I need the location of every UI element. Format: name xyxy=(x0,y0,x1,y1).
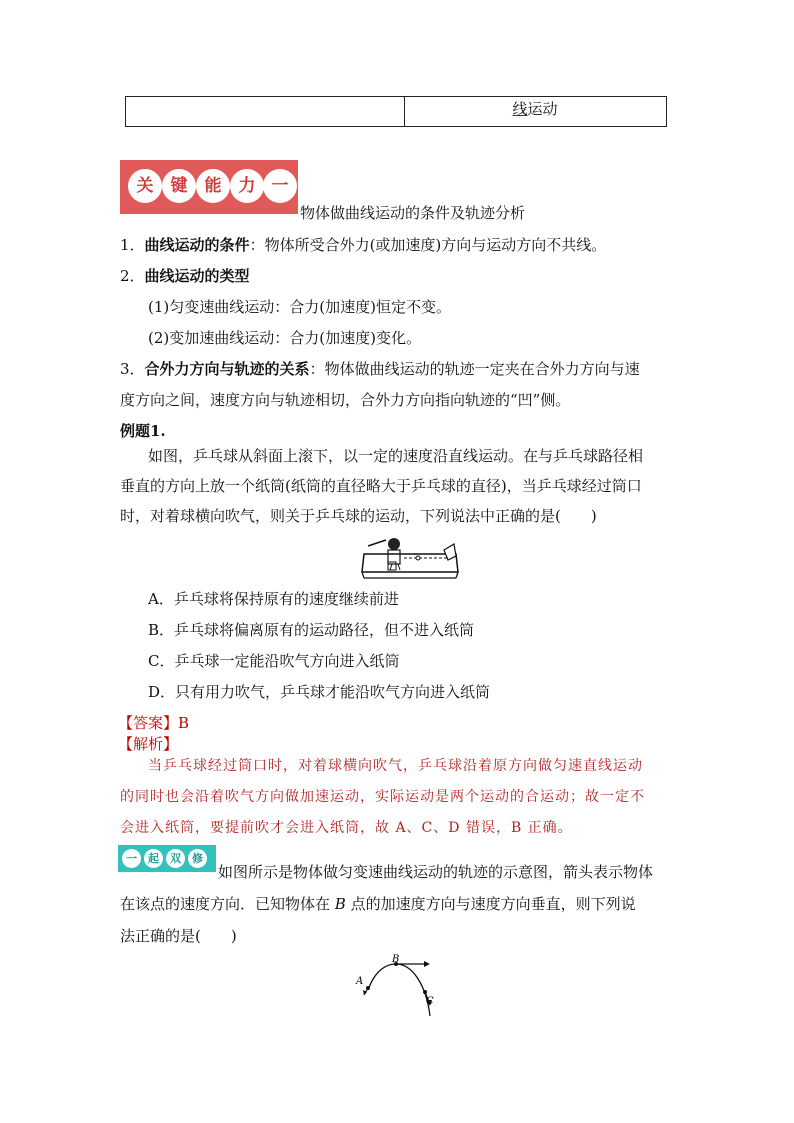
analysis-text: 当乒乓球经过筒口时，对着球横向吹气，乒乓球沿着原方向做匀速直线运动 xyxy=(148,758,643,774)
practice-seal: 起 xyxy=(144,849,163,868)
point-number: 1． xyxy=(120,236,145,254)
answer-label: 【答案】 xyxy=(118,714,179,732)
label-b: B xyxy=(392,954,400,965)
point-term: 曲线运动的条件 xyxy=(144,236,250,254)
trajectory-figure xyxy=(352,954,442,1020)
practice-text: 法正确的是( ) xyxy=(120,927,237,945)
banner-seal: 能 xyxy=(196,169,230,203)
point-number: 2． xyxy=(120,267,145,285)
analysis-text: 的同时也会沿着吹气方向做加速运动，实际运动是两个运动的合运动；故一定不 xyxy=(120,789,645,805)
example-text: 垂直的方向上放一个纸筒(纸筒的直径略大于乒乓球的直径)，当乒乓球经过筒口 xyxy=(120,477,642,495)
practice-seal: 一 xyxy=(122,849,141,868)
ping-pong-figure xyxy=(358,536,464,580)
analysis-label: 【解析】 xyxy=(118,735,179,753)
example-text: 如图，乒乓球从斜面上滚下，以一定的速度沿直线运动。在与乒乓球路径相 xyxy=(148,447,644,465)
point-term: 合外力方向与轨迹的关系 xyxy=(144,360,310,378)
point-label-b: B xyxy=(334,895,346,913)
practice-text-2 xyxy=(120,893,636,914)
table-fragment xyxy=(125,96,667,127)
banner-seal: 力 xyxy=(230,169,264,203)
point-text: ：物体所受合外力(或加速度)方向与运动方向不共线。 xyxy=(249,236,607,254)
answer-value: B xyxy=(178,714,190,732)
answer-line xyxy=(118,712,189,733)
point-term: 曲线运动的类型 xyxy=(144,267,250,285)
point-number: 3． xyxy=(120,360,145,378)
cell-text: 运动 xyxy=(527,100,558,118)
practice-seal: 双 xyxy=(166,849,185,868)
section-banner xyxy=(120,160,298,214)
point-text: ：物体做曲线运动的轨迹一定夹在合外力方向与速 xyxy=(309,360,640,378)
banner-seal: 关 xyxy=(128,169,162,203)
table-cell-right xyxy=(404,97,666,126)
point-3 xyxy=(120,358,640,379)
example-title: 例题1. xyxy=(120,422,166,440)
point-2 xyxy=(120,265,250,286)
label-c: C xyxy=(426,996,434,1007)
option-a: A．乒乓球将保持原有的速度继续前进 xyxy=(148,590,399,608)
practice-seal: 修 xyxy=(188,849,207,868)
underlined-text: 线 xyxy=(512,100,528,118)
point-3-line2: 度方向之间，速度方向与轨迹相切，合外力方向指向轨迹的“凹”侧。 xyxy=(120,391,571,409)
practice-text: 如图所示是物体做匀变速曲线运动的轨迹的示意图，箭头表示物体 xyxy=(218,863,654,881)
section-heading: 物体做曲线运动的条件及轨迹分析 xyxy=(300,204,526,222)
point-2b: (2)变加速曲线运动：合力(加速度)变化。 xyxy=(148,329,421,347)
option-d: D．只有用力吹气，乒乓球才能沿吹气方向进入纸筒 xyxy=(148,683,491,701)
practice-banner xyxy=(118,845,216,872)
banner-seal: 一 xyxy=(263,169,297,203)
point-2a: (1)匀变速曲线运动：合力(加速度)恒定不变。 xyxy=(148,298,451,316)
label-a: A xyxy=(356,976,364,987)
practice-text-part: 在该点的速度方向．已知物体在 xyxy=(120,895,335,913)
option-c: C．乒乓球一定能沿吹气方向进入纸筒 xyxy=(148,652,400,670)
analysis-text: 会进入纸筒，要提前吹才会进入纸筒，故 A、C、D 错误，B 正确。 xyxy=(120,820,573,836)
practice-text-part: 点的加速度方向与速度方向垂直，则下列说 xyxy=(345,895,636,913)
banner-seal: 键 xyxy=(162,169,196,203)
point-1 xyxy=(120,234,606,255)
option-b: B．乒乓球将偏离原有的运动路径，但不进入纸筒 xyxy=(148,621,475,639)
example-text: 时，对着球横向吹气，则关于乒乓球的运动，下列说法中正确的是( ) xyxy=(120,507,597,525)
